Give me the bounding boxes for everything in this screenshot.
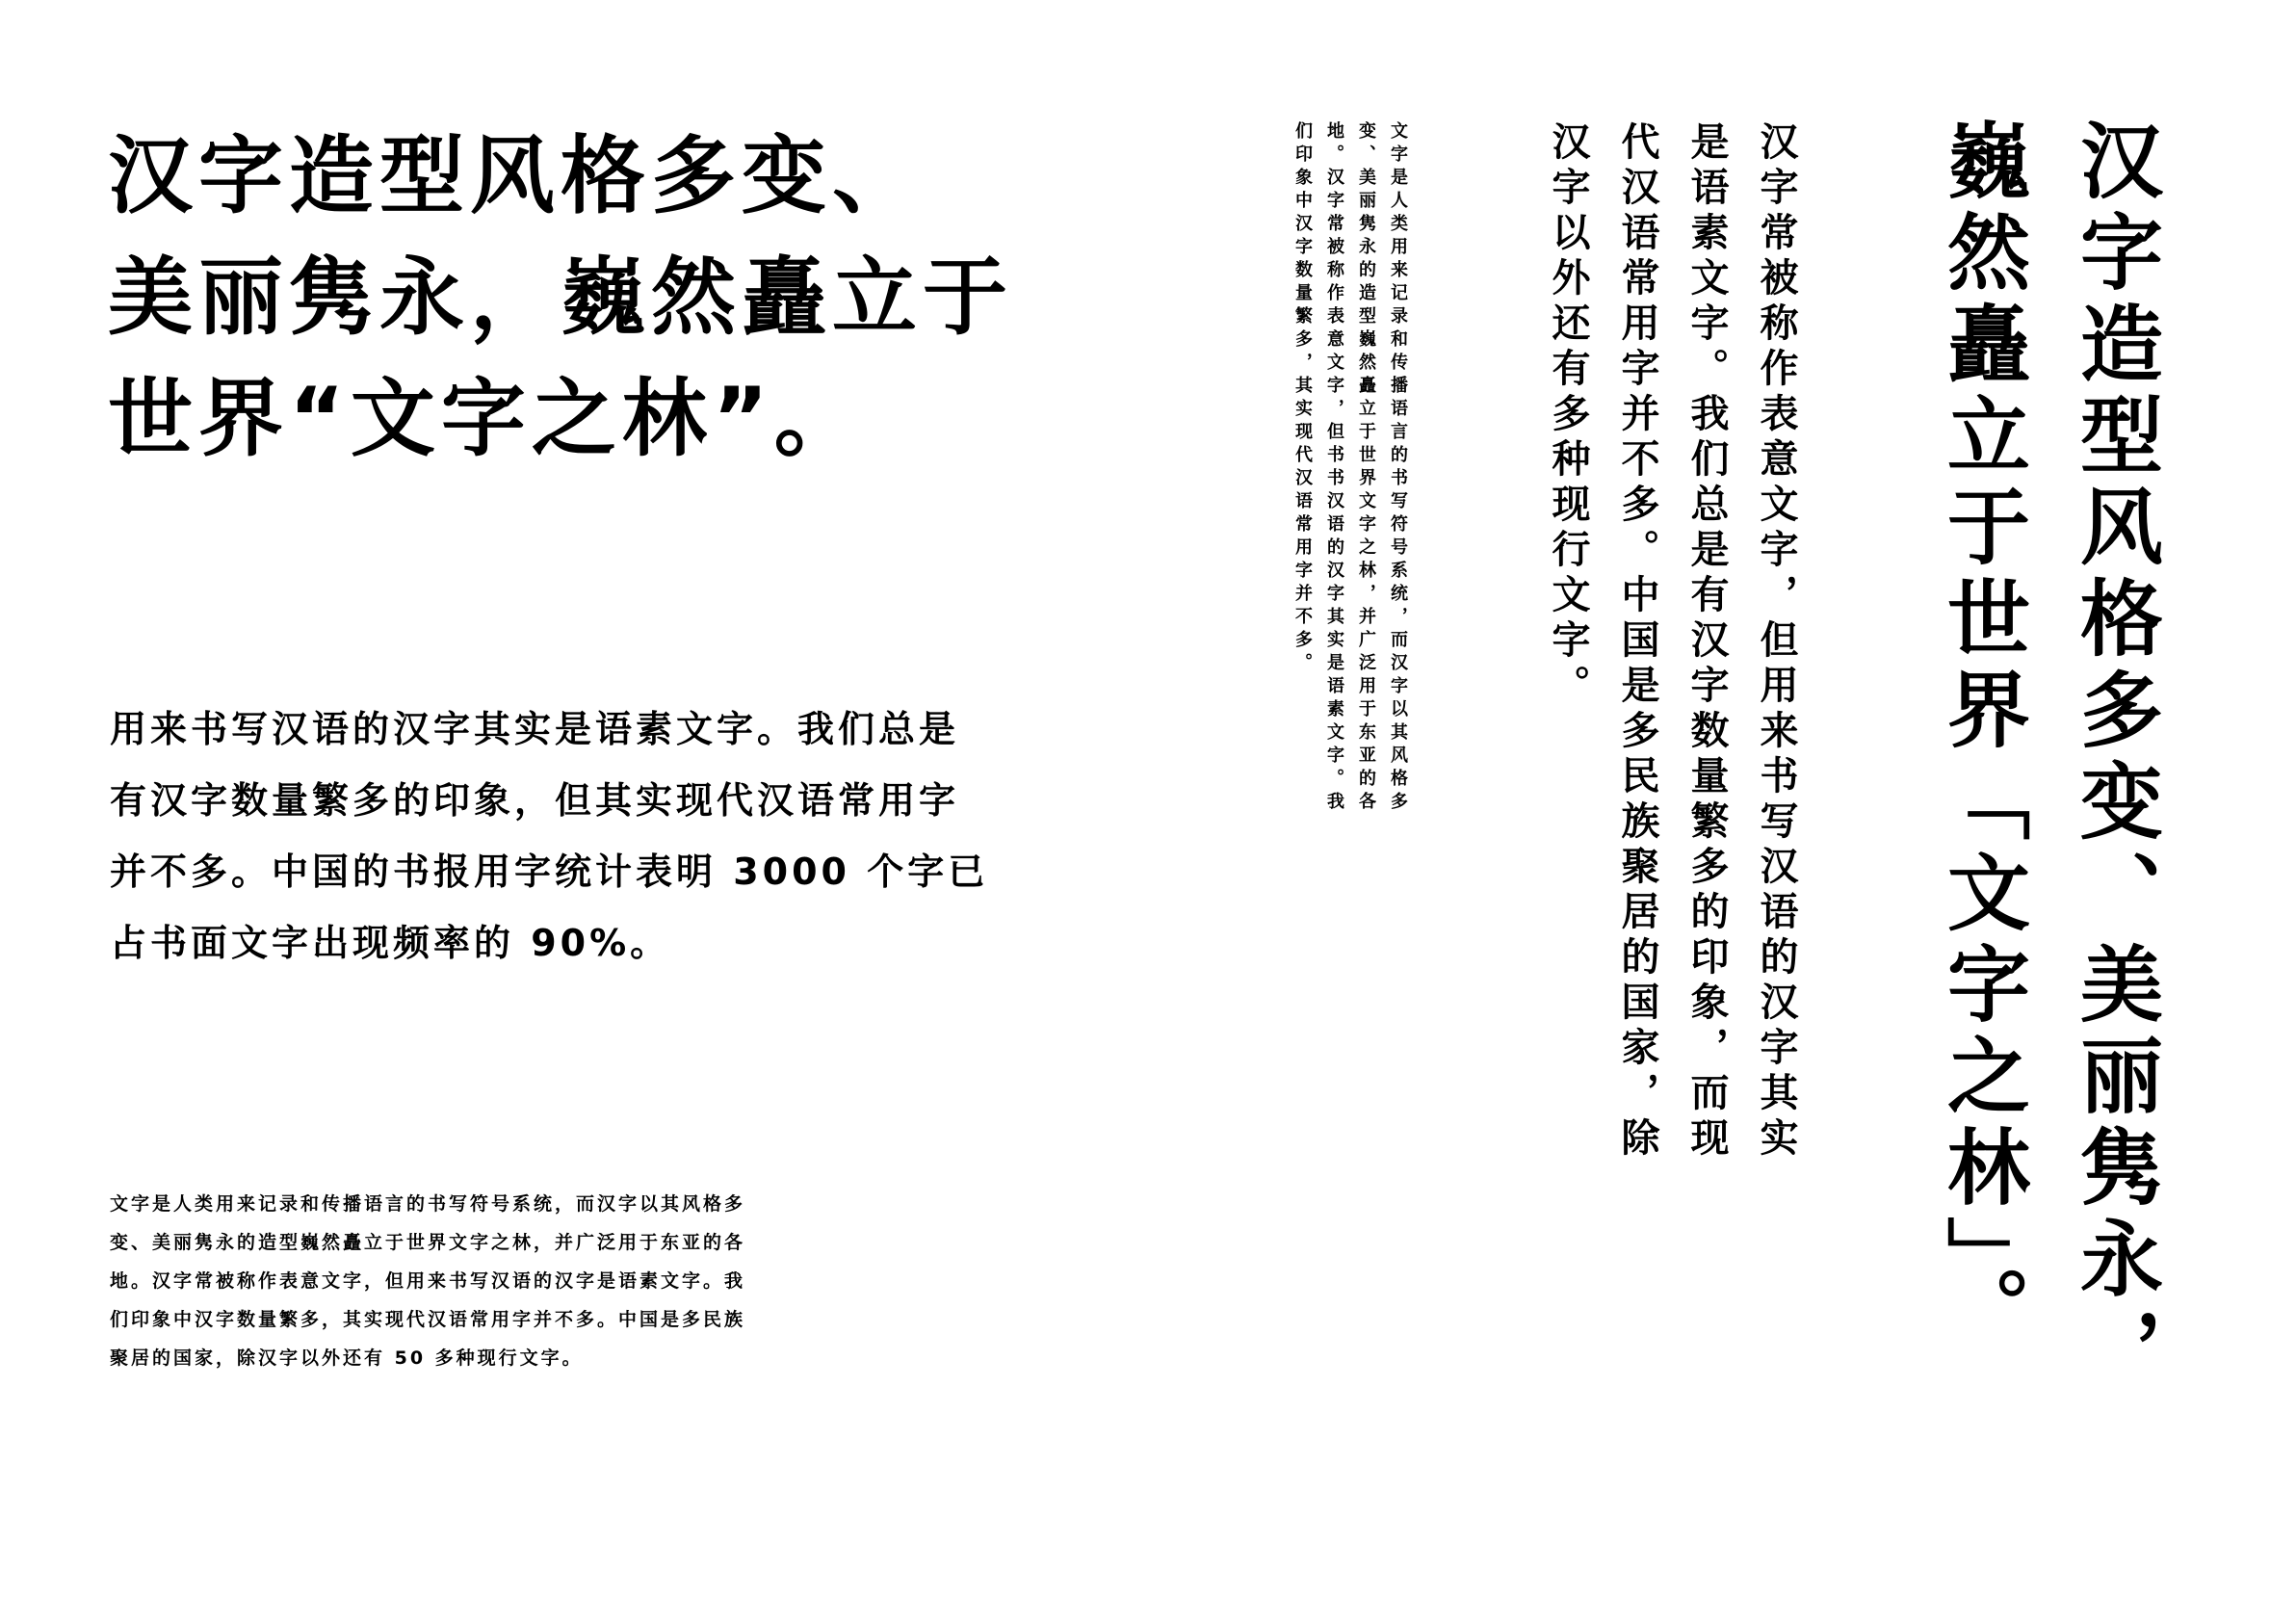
small-line: 聚居的国家，除汉字以外还有 50 多种现行文字。 — [110, 1347, 584, 1369]
headline-line: 汉字造型风格多变、 — [108, 126, 924, 225]
vertical-small-column: 们印象中汉字数量繁多，其实现代汉语常用字并不多。 — [1292, 121, 1313, 676]
vertical-body-column: 代汉语常用字并不多。中国是多民族聚居的国家，除 — [1615, 121, 1659, 1163]
small-line: 文字是人类用来记录和传播语言的书写符号系统，而汉字以其风格多 — [110, 1193, 746, 1215]
body-line: 占书面文字出现频率的 90%。 — [110, 922, 671, 964]
vertical-small-column: 地。汉字常被称作表意文字，但书书汉语的汉字其实是语素文字。我 — [1324, 121, 1344, 815]
vertical-body-column: 汉字以外还有多种现行文字。 — [1546, 121, 1590, 710]
body-line: 有汉字数量繁多的印象，但其实现代汉语常用字 — [110, 779, 960, 822]
vertical-small-paragraph — [1287, 121, 1414, 834]
headline-line: 美丽隽永，巍然矗立于 — [108, 248, 1014, 347]
horizontal-small-paragraph — [110, 1185, 842, 1377]
small-line: 变、美丽隽永的造型巍然矗立于世界文字之林，并广泛用于东亚的各 — [110, 1232, 746, 1253]
vertical-small-column: 文字是人类用来记录和传播语言的书写符号系统，而汉字以其风格多 — [1388, 121, 1408, 815]
vertical-body-column: 是语素文字。我们总是有汉字数量繁多的印象，而现 — [1684, 121, 1729, 1163]
vertical-body-paragraph — [1533, 121, 1811, 1200]
headline-line: 世界“文字之林”。 — [108, 369, 865, 468]
body-line: 用来书写汉语的汉字其实是语素文字。我们总是 — [110, 708, 960, 750]
small-line: 地。汉字常被称作表意文字，但用来书写汉语的汉字是语素文字。我 — [110, 1270, 746, 1292]
horizontal-headline — [108, 116, 1071, 480]
small-line: 们印象中汉字数量繁多，其实现代汉语常用字并不多。中国是多民族 — [110, 1309, 746, 1330]
vertical-headline-column: 巍然矗立于世界「文字之林」。 — [1933, 118, 2029, 1357]
body-line: 并不多。中国的书报用字统计表明 3000 个字已 — [110, 850, 989, 893]
horizontal-body-paragraph — [110, 693, 1111, 979]
vertical-headline — [1915, 118, 2180, 1399]
vertical-body-column: 汉字常被称作表意文字，但用来书写汉语的汉字其实 — [1754, 121, 1798, 1163]
vertical-headline-column: 汉字造型风格多变、美丽隽永， — [2066, 118, 2162, 1399]
vertical-small-column: 变、美丽隽永的造型巍然矗立于世界文字之林，并广泛用于东亚的各 — [1356, 121, 1376, 815]
